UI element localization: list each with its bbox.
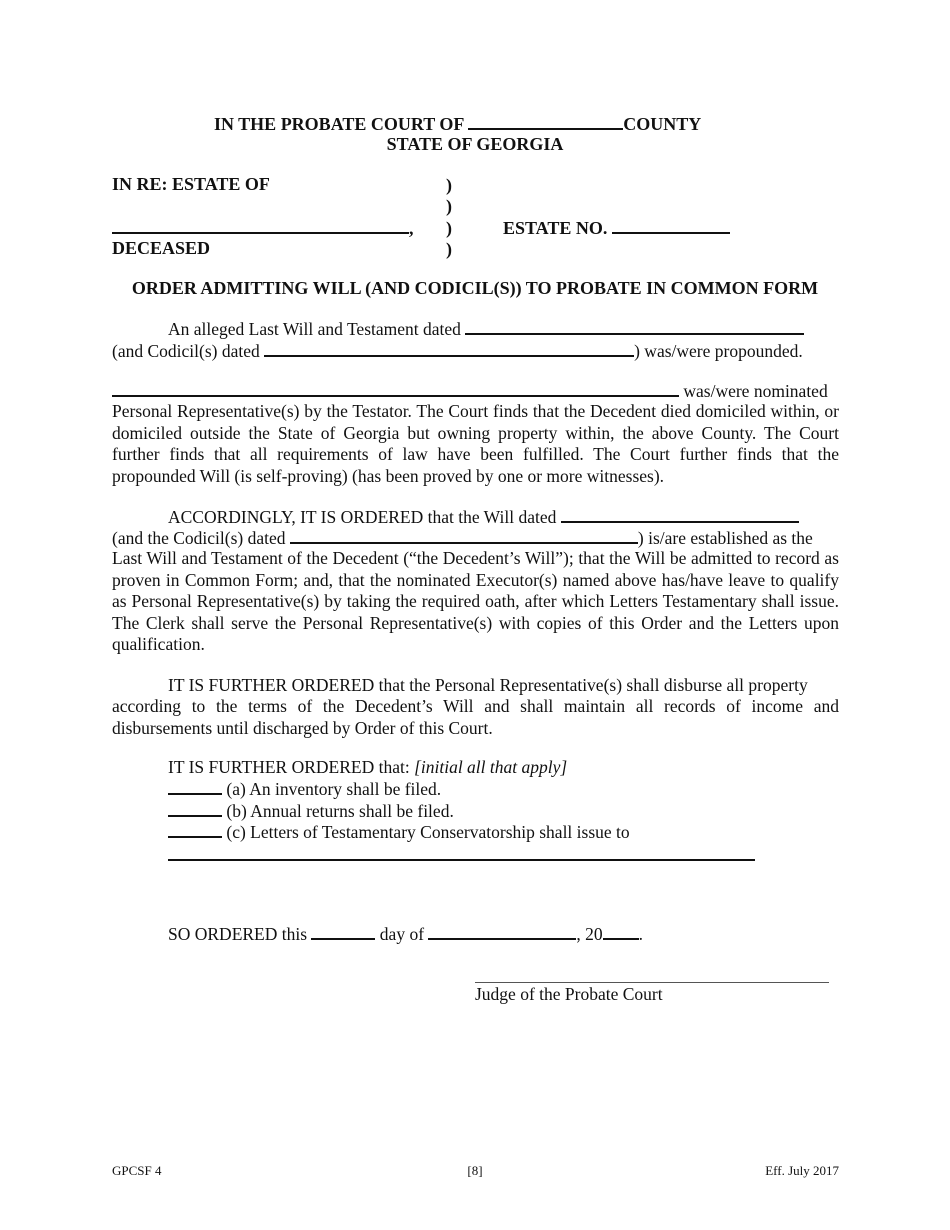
para5-intro (168, 757, 567, 778)
option-b (168, 800, 454, 822)
caption-paren-3: ) (446, 218, 452, 238)
caption-paren-1: ) (446, 175, 452, 195)
year-blank[interactable] (603, 923, 639, 940)
decedent-comma: , (409, 218, 414, 238)
further-ordered-text: IT IS FURTHER ORDERED that: (168, 757, 410, 777)
established-text: ) is/are established as the (637, 528, 813, 548)
initial-note: [initial all that apply] (414, 757, 568, 777)
caption-paren-4: ) (446, 239, 452, 259)
para3-body (112, 548, 839, 656)
para4-first-line: IT IS FURTHER ORDERED that the Personal Representative(s) shall disburse all property (168, 675, 808, 695)
option-c (168, 821, 630, 843)
propounded-text: ) was/were propounded. (634, 341, 803, 361)
codicil-date-blank[interactable] (264, 340, 634, 357)
estate-number-row (503, 217, 730, 239)
judge-title: Judge of the Probate Court (475, 984, 663, 1004)
para3-line2 (112, 527, 813, 549)
option-a-text: (a) An inventory shall be filed. (226, 779, 442, 799)
page-number: [8] (467, 1163, 483, 1178)
day-blank[interactable] (311, 923, 375, 940)
state-heading: STATE OF GEORGIA (386, 134, 564, 154)
option-c-text: (c) Letters of Testamentary Conservatorship shall issue to (226, 822, 630, 842)
conservator-name-row (168, 844, 755, 866)
period-text: . (638, 924, 644, 944)
court-prefix: IN THE PROBATE COURT OF (214, 114, 464, 134)
para3-body-text: Last Will and Testament of the Decedent (“the Decedent’s Will”); that the Will be admitted to record as proven in Common Form; and, that the nominated Executor(s) named above has/have leave to qualify as Personal Representative(s) by taking the required oath, after which Letters Testamentary shall issue. The Clerk shall serve the Personal Representative(s) with copies of this Order and the Letters upon qualification. (112, 548, 839, 655)
will-date-blank[interactable] (465, 318, 804, 335)
so-ordered-line (168, 923, 643, 945)
para3-line1 (168, 506, 799, 528)
para1-line1 (168, 318, 804, 340)
effective-date: Eff. July 2017 (765, 1163, 839, 1178)
nominated-text: was/were nominated (683, 381, 828, 401)
so-ordered-text: SO ORDERED this (168, 924, 308, 944)
codicil-dated-text: (and Codicil(s) dated (112, 341, 260, 361)
nominee-name-blank[interactable] (112, 380, 679, 397)
conservator-name-blank[interactable] (168, 844, 755, 861)
day-of-text: day of (379, 924, 425, 944)
in-re-label: IN RE: ESTATE OF (112, 174, 270, 194)
para1-line2 (112, 340, 803, 362)
order-title: ORDER ADMITTING WILL (AND CODICIL(S)) TO PROBATE IN COMMON FORM (131, 278, 819, 298)
decedent-name-row (112, 217, 414, 239)
para2-body (112, 401, 839, 487)
para4-body (112, 696, 839, 739)
court-heading (214, 113, 701, 135)
option-a-initial-blank[interactable] (168, 778, 222, 795)
para4-body-text: according to the terms of the Decedent’s Will and shall maintain all records of income and disbursements until discharged by Order of this Court. (112, 696, 839, 738)
caption-paren-2: ) (446, 196, 452, 216)
ordered-codicil-text: (and the Codicil(s) dated (112, 528, 286, 548)
form-id: GPCSF 4 (112, 1163, 162, 1178)
ordered-codicil-date-blank[interactable] (290, 527, 638, 544)
ordered-will-date-blank[interactable] (561, 506, 799, 523)
deceased-label: DECEASED (112, 238, 211, 258)
option-b-text: (b) Annual returns shall be filed. (226, 801, 454, 821)
option-a (168, 778, 441, 800)
option-b-initial-blank[interactable] (168, 800, 222, 817)
option-c-initial-blank[interactable] (168, 821, 222, 838)
ordered-will-dated-text: ACCORDINGLY, IT IS ORDERED that the Will dated (168, 507, 557, 527)
para2-line1 (112, 380, 828, 402)
will-dated-text: An alleged Last Will and Testament dated (168, 319, 461, 339)
year-prefix-text: , 20 (576, 924, 603, 944)
decedent-name-blank[interactable] (112, 217, 409, 234)
para2-body-text: Personal Representative(s) by the Testator. The Court finds that the Decedent died domiciled within, or domiciled outside the State of Georgia but owning property within, the above County. The Court further finds that all requirements of law have been fulfilled. The Court further finds that the propounded Will (is self-proving) (has been proved by one or more witnesses). (112, 401, 839, 486)
estate-no-label: ESTATE NO. (503, 218, 608, 238)
county-blank[interactable] (468, 113, 623, 130)
month-blank[interactable] (428, 923, 576, 940)
estate-number-blank[interactable] (612, 217, 730, 234)
judge-signature-line[interactable] (475, 982, 829, 983)
court-suffix: COUNTY (623, 114, 702, 134)
